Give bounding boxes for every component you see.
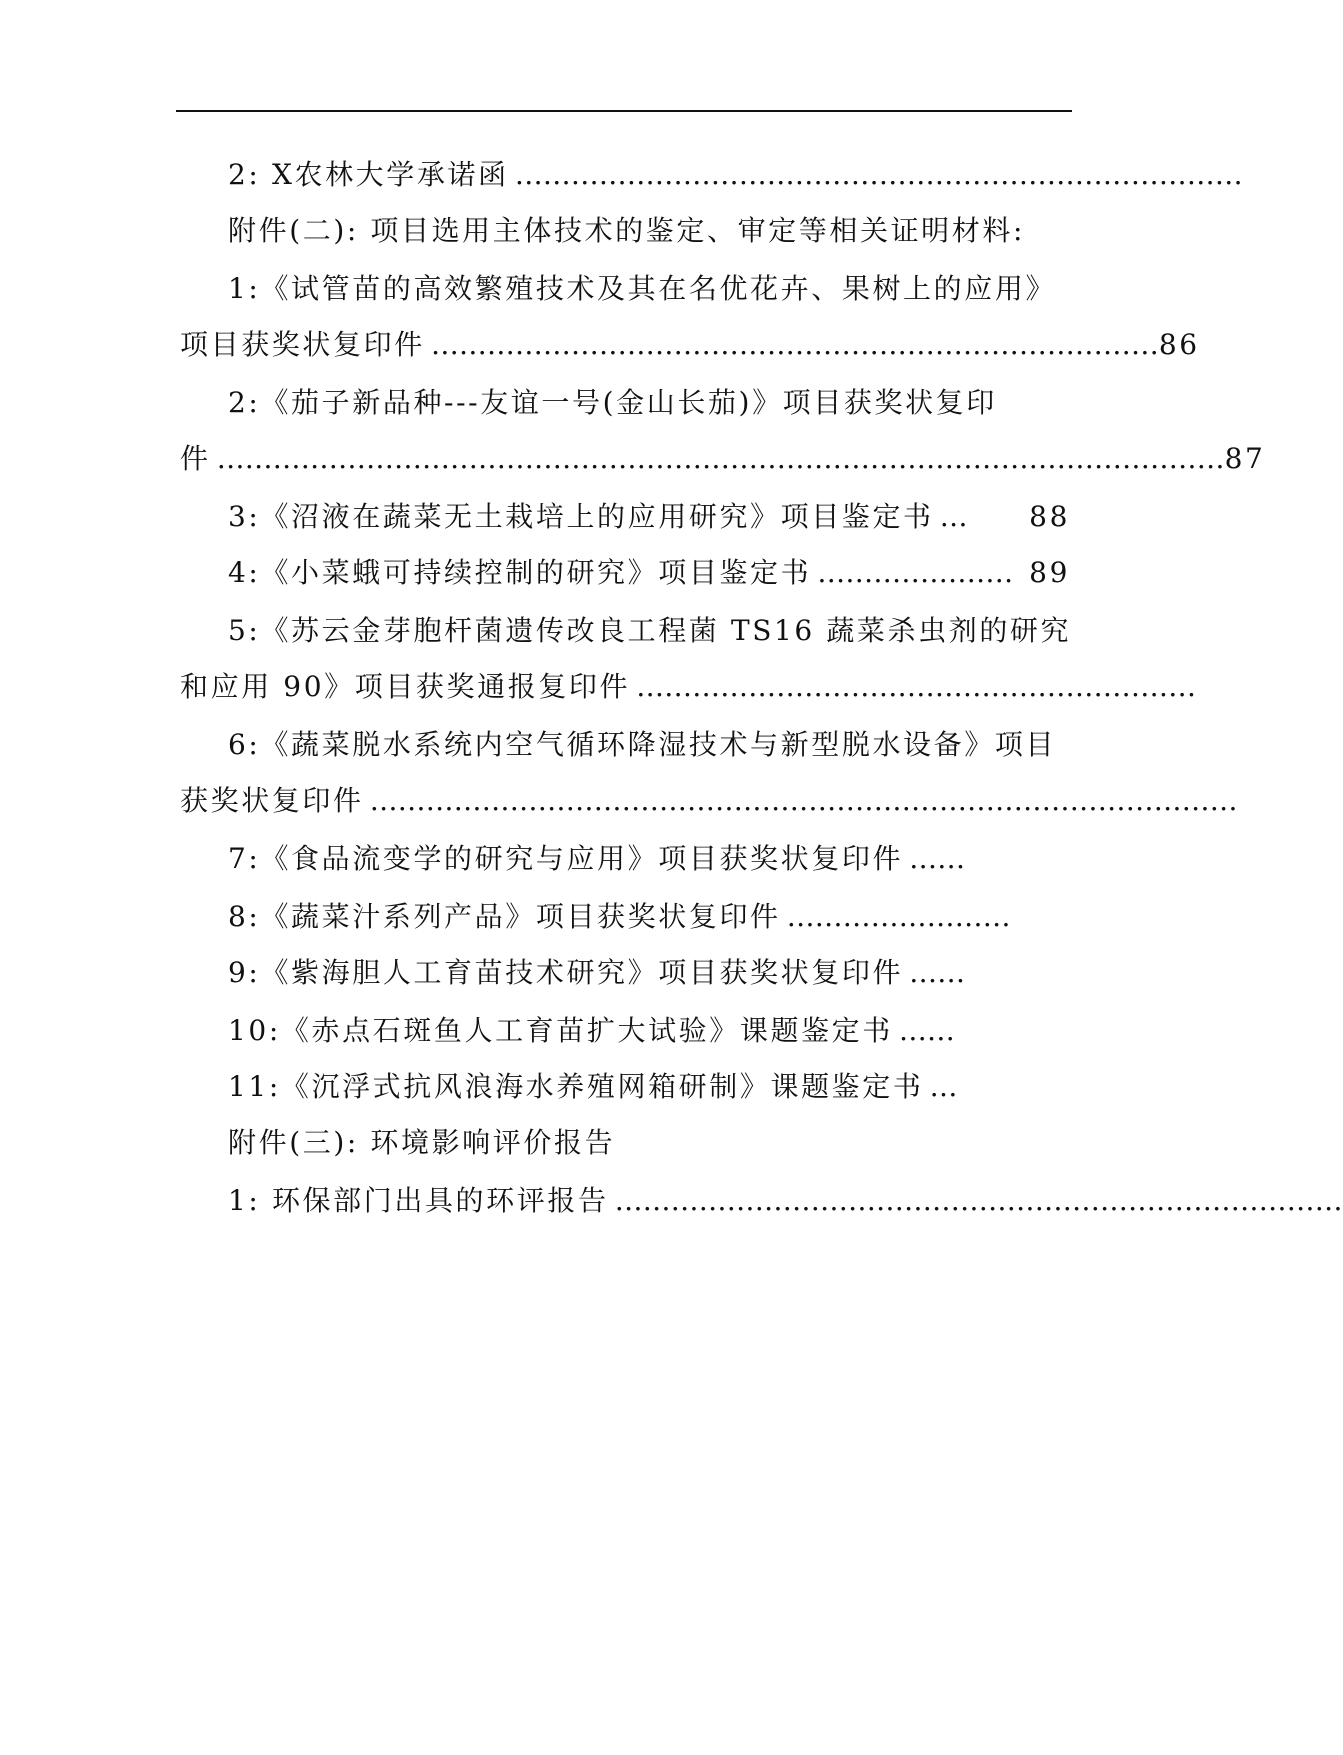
entry-text: 件 [180, 442, 211, 475]
toc-entry-commitment-letter [228, 152, 1243, 198]
toc-entry-1-line-2 [180, 322, 1200, 368]
entry-text: 项目获奖状复印件 [180, 328, 425, 361]
entry-text: 1:《试管苗的高效繁殖技术及其在名优花卉、果树上的应用》 [228, 272, 1057, 305]
toc-section-heading-3 [228, 1120, 1070, 1166]
entry-text: 6:《蔬菜脱水系统内空气循环降湿技术与新型脱水设备》项目 [228, 728, 1057, 761]
leader-dots: …… [909, 956, 966, 989]
entry-text: 8:《蔬菜汁系列产品》项目获奖状复印件 [228, 900, 781, 933]
toc-entry-6-line-1 [228, 722, 1070, 768]
entry-text: 1: 环保部门出具的环评报告 [228, 1184, 609, 1217]
leader-dots: …………………………………………………… [636, 670, 1197, 703]
entry-text: 11:《沉浮式抗风浪海水养殖网箱研制》课题鉴定书 [228, 1070, 924, 1103]
toc-entry-9 [228, 950, 1070, 996]
entry-text: 2:《茄子新品种---友谊一号(金山长茄)》项目获奖状复印 [228, 386, 997, 419]
entry-text: 5:《苏云金芽胞杆菌遗传改良工程菌 TS16 蔬菜杀虫剂的研究 [228, 614, 1072, 647]
toc-entry-2-line-2 [180, 436, 1266, 482]
leader-dots: …………………… [786, 900, 1011, 933]
toc-entry-eia-report [228, 1178, 1343, 1224]
entry-text: 获奖状复印件 [180, 784, 364, 817]
header-rule [176, 110, 1072, 112]
leader-dots: …………………………………………………………………… [430, 328, 1159, 361]
leader-dots: … [929, 1070, 958, 1103]
toc-entry-11 [228, 1064, 1070, 1110]
entry-text: 9:《紫海胆人工育苗技术研究》项目获奖状复印件 [228, 956, 904, 989]
entry-text: 附件(二): 项目选用主体技术的鉴定、审定等相关证明材料: [228, 214, 1026, 247]
toc-entry-4 [228, 550, 1070, 596]
leader-dots: …… [898, 1014, 955, 1047]
page-number: 87 [1224, 442, 1266, 475]
leader-dots: ………………… [817, 556, 1014, 589]
entry-text: 2: X农林大学承诺函 [228, 158, 509, 191]
leader-dots: …… [909, 842, 966, 875]
toc-entry-7 [228, 836, 1070, 882]
entry-text: 7:《食品流变学的研究与应用》项目获奖状复印件 [228, 842, 904, 875]
toc-entry-1-line-1 [228, 266, 1070, 312]
toc-entry-8 [228, 894, 1070, 940]
leader-dots: ……………………………………………………………………………………………… [216, 442, 1225, 475]
toc-entry-2-line-1 [228, 380, 1070, 426]
toc-entry-5-line-1 [228, 608, 1070, 654]
entry-text: 3:《沼液在蔬菜无土栽培上的应用研究》项目鉴定书 [228, 500, 934, 533]
toc-entry-6-line-2 [180, 778, 1238, 824]
leader-dots: …………………………………………………………………… [514, 158, 1243, 191]
page-number: 86 [1158, 328, 1200, 361]
toc-entry-3 [228, 494, 1070, 540]
leader-dots: ………………………………………………………………………………… [369, 784, 1238, 817]
entry-text: 4:《小菜蛾可持续控制的研究》项目鉴定书 [228, 556, 812, 589]
entry-text: 附件(三): 环境影响评价报告 [228, 1126, 616, 1159]
entry-text: 10:《赤点石斑鱼人工育苗扩大试验》课题鉴定书 [228, 1014, 893, 1047]
leader-dots: … [939, 500, 968, 533]
leader-dots: …………………………………………………………………… [614, 1184, 1343, 1217]
toc-entry-10 [228, 1008, 1070, 1054]
page-number: 88 [1029, 500, 1070, 533]
page-number: 89 [1029, 556, 1070, 589]
entry-text: 和应用 90》项目获奖通报复印件 [180, 670, 631, 703]
toc-entry-5-line-2 [180, 664, 1197, 710]
toc-section-heading-2 [228, 208, 1070, 254]
